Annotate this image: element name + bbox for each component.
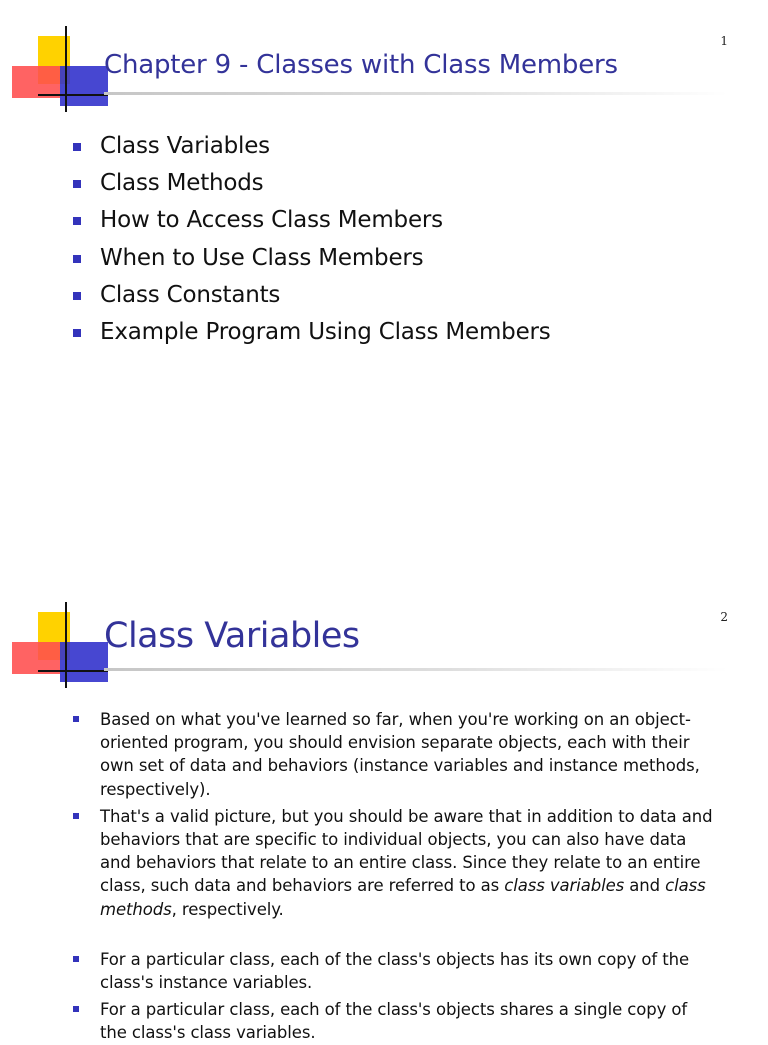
bullet-square-icon (73, 292, 81, 300)
bullet-square-icon (73, 329, 81, 337)
bullet-text: Example Program Using Class Members (100, 319, 551, 346)
title-underline (104, 668, 728, 671)
bullet-text: How to Access Class Members (100, 207, 443, 234)
bullet-item (0, 240, 768, 277)
emphasis-class-methods: class methods (100, 876, 706, 919)
title-underline (104, 92, 728, 95)
bullet-item (0, 948, 768, 994)
bullet-square-icon (73, 1006, 79, 1012)
logo-blue-block (60, 66, 108, 106)
bullet-item (0, 277, 768, 314)
slide-logo-graphic (8, 22, 118, 112)
bullet-item (0, 314, 768, 351)
slide-2 (0, 576, 768, 1043)
slide-logo-graphic (8, 598, 118, 688)
bullet-text: For a particular class, each of the class's objects has its own copy of the class's instance variables. (100, 949, 690, 993)
bullet-item (0, 165, 768, 202)
bullet-text: Based on what you've learned so far, when you're working on an object-oriented program, you should envision separate objects, each with their own set of data and behaviors (instance variables and instance methods, respectively). (100, 710, 700, 799)
bullet-text-before: That's a valid picture, but you should be aware that in addition to data and behaviors that are specific to individual objects, you can also have data and behaviors that relate to an entire class. Since they relate to an entire class, such data and behaviors are referred to as (100, 806, 713, 896)
bullet-square-icon (73, 180, 81, 188)
bullet-square-icon (73, 813, 79, 819)
bullet-item (0, 128, 768, 165)
bullet-text-middle: and (624, 876, 666, 896)
bullet-square-icon (73, 255, 81, 263)
bullet-item (0, 708, 768, 801)
bullet-text: For a particular class, each of the class's objects shares a single copy of the class's class variables. (100, 1000, 688, 1043)
logo-red-block (12, 642, 60, 674)
bullet-square-icon (73, 716, 79, 722)
bullet-item (0, 998, 768, 1044)
bullet-list (0, 708, 768, 1045)
emphasis-class-variables: class variables (504, 876, 625, 896)
bullet-square-icon (73, 956, 79, 962)
bullet-text: Class Methods (100, 170, 264, 197)
bullet-square-icon (73, 143, 81, 151)
slide-title: Class Variables (104, 616, 360, 656)
bullet-square-icon (73, 217, 81, 225)
logo-blue-block (60, 642, 108, 682)
bullet-item (0, 805, 768, 921)
page-number: 2 (720, 610, 728, 624)
bullet-text-after: , respectively. (171, 899, 284, 919)
bullet-text: Class Variables (100, 133, 270, 159)
bullet-text: Class Constants (100, 281, 281, 308)
bullet-text: When to Use Class Members (100, 244, 424, 271)
bullet-item (0, 202, 768, 239)
slide-title: Chapter 9 - Classes with Class Members (104, 50, 618, 80)
logo-red-block (12, 66, 60, 98)
bullet-list (0, 128, 768, 351)
page-number: 1 (720, 34, 728, 48)
